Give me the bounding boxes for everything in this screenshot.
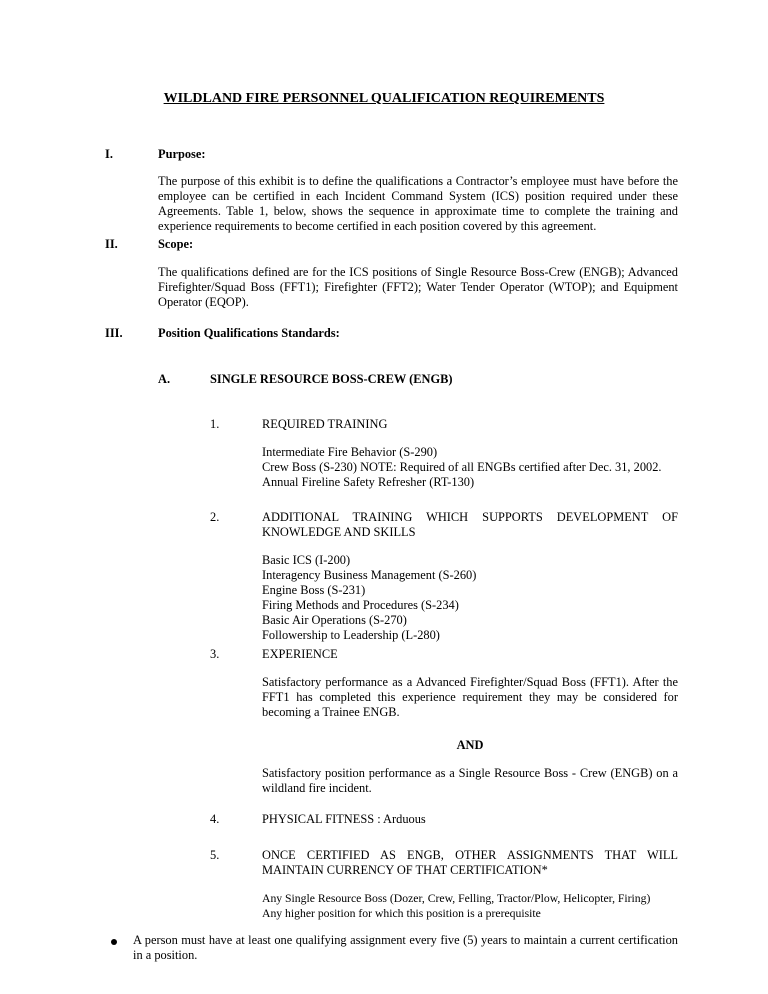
and-separator: AND xyxy=(456,738,484,752)
experience-paragraph-1: Satisfactory performance as a Advanced Firefighter/Squad Boss (FFT1). After the FFT1 has completed this experience requirement they may be considered for becoming a Trainee ENGB. xyxy=(262,675,678,719)
item-4-number: 4. xyxy=(210,812,220,826)
currency-list xyxy=(262,891,650,921)
section-3-numeral: III. xyxy=(105,326,123,340)
item-1-title: REQUIRED TRAINING xyxy=(262,417,388,431)
list-item: Intermediate Fire Behavior (S-290) xyxy=(262,445,438,459)
item-2-number: 2. xyxy=(210,510,220,524)
list-item: Followership to Leadership (L-280) xyxy=(262,628,440,642)
section-2-numeral: II. xyxy=(105,237,118,251)
page-title: WILDLAND FIRE PERSONNEL QUALIFICATION REQUIREMENTS xyxy=(163,91,605,106)
list-item: Basic ICS (I-200) xyxy=(262,553,351,567)
required-training-list xyxy=(262,445,662,490)
subsection-a-heading: SINGLE RESOURCE BOSS-CREW (ENGB) xyxy=(210,372,453,386)
list-item: Crew Boss (S-230) NOTE: Required of all ENGBs certified after Dec. 31, 2002. xyxy=(262,460,662,474)
footnote-text: A person must have at least one qualifying assignment every five (5) years to maintain a current certification in a position. xyxy=(133,933,678,962)
scope-paragraph: The qualifications defined are for the ICS positions of Single Resource Boss-Crew (ENGB); Advanced Firefighter/Squad Boss (FFT1); Firefighter (FFT2); Water Tender Operator (WTOP); and Equipment Operator (EQOP). xyxy=(158,265,678,309)
item-2-title: ADDITIONAL TRAINING WHICH SUPPORTS DEVELOPMENT OF KNOWLEDGE AND SKILLS xyxy=(262,510,678,539)
section-1-heading: Purpose: xyxy=(158,147,206,161)
purpose-paragraph: The purpose of this exhibit is to define the qualifications a Contractor’s employee must have before the employee can be certified in each Incident Command System (ICS) position required under these Agreements. Table 1, below, shows the sequence in approximate time to complete the training and experience requirements to become certified in each position covered by this agreement. xyxy=(158,174,678,233)
item-5-number: 5. xyxy=(210,848,220,862)
list-item: Any higher position for which this position is a prerequisite xyxy=(262,907,541,920)
item-3-number: 3. xyxy=(210,647,220,661)
list-item: Interagency Business Management (S-260) xyxy=(262,568,477,582)
list-item: Any Single Resource Boss (Dozer, Crew, Felling, Tractor/Plow, Helicopter, Firing) xyxy=(262,892,651,905)
additional-training-list xyxy=(262,553,476,643)
subsection-a-letter: A. xyxy=(158,372,171,386)
item-5-title: ONCE CERTIFIED AS ENGB, OTHER ASSIGNMENTS THAT WILL MAINTAIN CURRENCY OF THAT CERTIFICATION* xyxy=(262,848,678,877)
section-2-heading: Scope: xyxy=(158,237,194,251)
list-item: Engine Boss (S-231) xyxy=(262,583,366,597)
list-item: Firing Methods and Procedures (S-234) xyxy=(262,598,459,612)
section-1-numeral: I. xyxy=(105,147,113,161)
item-1-number: 1. xyxy=(210,417,220,431)
list-item: Annual Fireline Safety Refresher (RT-130) xyxy=(262,475,475,489)
item-4-title: PHYSICAL FITNESS : Arduous xyxy=(262,812,426,826)
item-3-title: EXPERIENCE xyxy=(262,647,338,661)
section-3-heading: Position Qualifications Standards: xyxy=(158,326,340,340)
experience-paragraph-2: Satisfactory position performance as a Single Resource Boss - Crew (ENGB) on a wildland fire incident. xyxy=(262,766,678,795)
bullet-icon xyxy=(111,939,117,945)
list-item: Basic Air Operations (S-270) xyxy=(262,613,407,627)
